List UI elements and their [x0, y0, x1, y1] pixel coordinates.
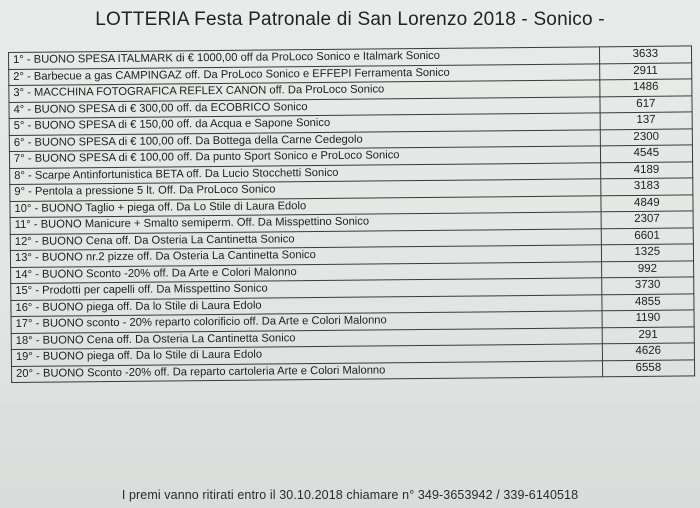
winning-number: 992 — [601, 260, 693, 277]
winning-number: 617 — [600, 95, 692, 112]
prize-label: 15° - Prodotti per capelli off. Da Misspettino Sonico — [11, 278, 602, 300]
winning-number: 6601 — [601, 227, 693, 244]
prize-label: 5° - BUONO SPESA di € 150,00 off. da Acqua e Sapone Sonico — [9, 113, 600, 135]
winning-number: 6558 — [602, 359, 694, 376]
winning-number: 3183 — [600, 178, 692, 195]
page-title: LOTTERIA Festa Patronale di San Lorenzo 2018 - Sonico - — [95, 9, 605, 30]
prize-label: 18° - BUONO Cena off. Da Osteria La Cantinetta Sonico — [11, 327, 602, 349]
winning-number: 4855 — [602, 293, 694, 310]
prize-label: 2° - Barbecue a gas CAMPINGAZ off. Da ProLoco Sonico e EFFEPI Ferramenta Sonico — [9, 63, 600, 85]
prize-label: 7° - BUONO SPESA di € 100,00 off. Da punto Sport Sonico e ProLoco Sonico — [9, 146, 600, 168]
winning-number: 1190 — [602, 310, 694, 327]
prize-label: 14° - BUONO Sconto -20% off. Da Arte e Colori Malonno — [11, 261, 602, 283]
winning-number: 4626 — [602, 343, 694, 360]
winning-number: 4189 — [600, 161, 692, 178]
prize-label: 17° - BUONO sconto - 20% reparto colorificio off. Da Arte e Colori Malonno — [11, 311, 602, 333]
prize-table-body — [9, 46, 695, 383]
prize-label: 10° - BUONO Taglio + piega off. Da Lo Stile di Laura Edolo — [10, 195, 601, 217]
footer-note: I premi vanno ritirati entro il 30.10.2018 chiamare n° 349-3653942 / 339-6140518 — [121, 488, 579, 502]
prize-label: 19° - BUONO piega off. Da lo Stile di Laura Edolo — [11, 344, 602, 366]
prize-label: 11° - BUONO Manicure + Smalto semiperm. Off. Da Misspettino Sonico — [10, 212, 601, 234]
prize-label: 4° - BUONO SPESA di € 300,00 off. da ECOBRICO Sonico — [9, 96, 600, 118]
winning-number: 3730 — [601, 277, 693, 294]
prize-label: 6° - BUONO SPESA di € 100,00 off. Da Bottega della Carne Cedegolo — [9, 129, 600, 151]
winning-number: 2911 — [599, 62, 691, 79]
winning-number: 2307 — [601, 211, 693, 228]
winning-number: 4545 — [600, 145, 692, 162]
prize-label: 12° - BUONO Cena off. Da Osteria La Cantinetta Sonico — [10, 228, 601, 250]
prize-label: 9° - Pentola a pressione 5 lt. Off. Da ProLoco Sonico — [10, 179, 601, 201]
winning-number: 4849 — [601, 194, 693, 211]
prize-table — [8, 45, 695, 383]
prize-label: 8° - Scarpe Antinfortunistica BETA off. Da Lucio Stocchetti Sonico — [10, 162, 601, 184]
winning-number: 3633 — [599, 46, 691, 63]
prize-label: 1° - BUONO SPESA ITALMARK di € 1000,00 off da ProLoco Sonico e Italmark Sonico — [9, 47, 600, 69]
prize-label: 16° - BUONO piega off. Da lo Stile di Laura Edolo — [11, 294, 602, 316]
winning-number: 1486 — [599, 79, 691, 96]
prize-label: 20° - BUONO Sconto -20% off. Da reparto cartoleria Arte e Colori Malonno — [12, 360, 603, 382]
winning-number: 2300 — [600, 128, 692, 145]
winning-number: 137 — [600, 112, 692, 129]
prize-label: 13° - BUONO nr.2 pizze off. Da Osteria La Cantinetta Sonico — [10, 245, 601, 267]
prize-label: 3° - MACCHINA FOTOGRAFICA REFLEX CANON off. Da ProLoco Sonico — [9, 80, 600, 102]
winning-number: 291 — [602, 326, 694, 343]
winning-number: 1325 — [601, 244, 693, 261]
